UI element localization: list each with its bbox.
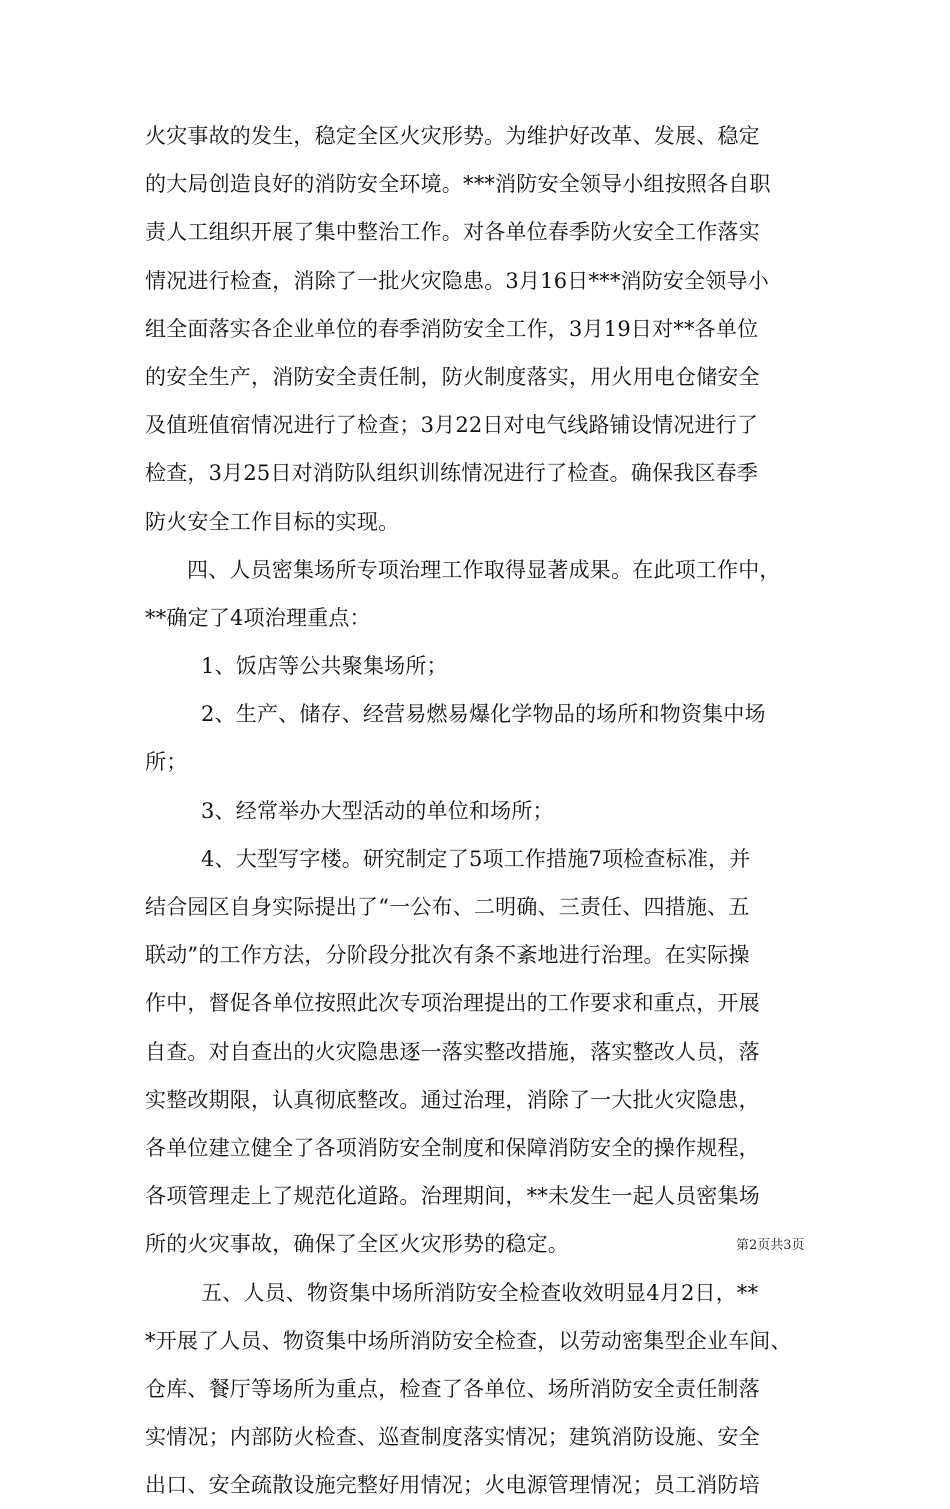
list-item: 3、经常举办大型活动的单位和场所；: [201, 798, 554, 823]
section-heading-five: 五、人员、物资集中场所消防安全检查收效明显4月2日，**: [201, 1280, 759, 1305]
text-line: 实整改期限，认真彻底整改。通过治理，消除了一大批火灾隐患，: [145, 1087, 760, 1112]
text-line: 的安全生产，消防安全责任制，防火制度落实，用火用电仓储安全: [145, 364, 760, 389]
list-item: 1、饭店等公共聚集场所；: [201, 654, 448, 679]
text-line: **确定了4项治理重点：: [145, 605, 371, 630]
text-line: 结合园区自身实际提出了“一公布、二明确、三责任、四措施、五: [145, 895, 750, 919]
list-item: 4、大型写字楼。研究制定了5项工作措施7项检查标准，并: [201, 846, 751, 871]
text-line: 实情况；内部防火检查、巡查制度落实情况；建筑消防设施、安全: [145, 1425, 760, 1450]
text-line: 各单位建立健全了各项消防安全制度和保障消防安全的操作规程，: [145, 1135, 760, 1160]
text-line: 所的火灾事故，确保了全区火灾形势的稳定。: [145, 1232, 569, 1257]
text-line: 责人工组织开展了集中整治工作。对各单位春季防火安全工作落实: [145, 220, 760, 245]
text-line: 所；: [145, 750, 188, 775]
text-line: 情况进行检查，消除了一批火灾隐患。3月16日***消防安全领导小: [145, 268, 769, 293]
text-line: 出口、安全疏散设施完整好用情况；火电源管理情况；员工消防培: [145, 1473, 760, 1498]
section-heading-four: 四、人员密集场所专项治理工作取得显著成果。在此项工作中，: [187, 557, 781, 582]
text-line: 火灾事故的发生，稳定全区火灾形势。为维护好改革、发展、稳定: [145, 124, 760, 148]
text-line: 各项管理走上了规范化道路。治理期间，**未发生一起人员密集场: [145, 1184, 760, 1209]
text-line: 及值班值宿情况进行了检查；3月22日对电气线路铺设情况进行了: [145, 413, 759, 438]
text-line: 防火安全工作目标的实现。: [145, 509, 400, 534]
text-line: 自查。对自查出的火灾隐患逐一落实整改措施，落实整改人员，落: [145, 1039, 760, 1064]
text-line: 的大局创造良好的消防安全环境。***消防安全领导小组按照各自职: [145, 172, 771, 197]
text-line: 仓库、餐厅等场所为重点，检查了各单位、场所消防安全责任制落: [145, 1376, 760, 1401]
text-line: *开展了人员、物资集中场所消防安全检查，以劳动密集型企业车间、: [145, 1328, 792, 1353]
list-item: 2、生产、储存、经营易燃易爆化学物品的场所和物资集中场: [201, 702, 766, 727]
text-line: 作中，督促各单位按照此次专项治理提出的工作要求和重点，开展: [145, 991, 760, 1016]
page-number-footer: 第2页共3页: [736, 1238, 805, 1253]
text-line: 检查，3月25日对消防队组织训练情况进行了检查。确保我区春季: [145, 461, 759, 486]
text-line: 联动”的工作方法，分阶段分批次有条不紊地进行治理。在实际操: [145, 943, 750, 968]
text-line: 组全面落实各企业单位的春季消防安全工作，3月19日对**各单位: [145, 316, 759, 341]
document-body: [145, 112, 810, 1509]
